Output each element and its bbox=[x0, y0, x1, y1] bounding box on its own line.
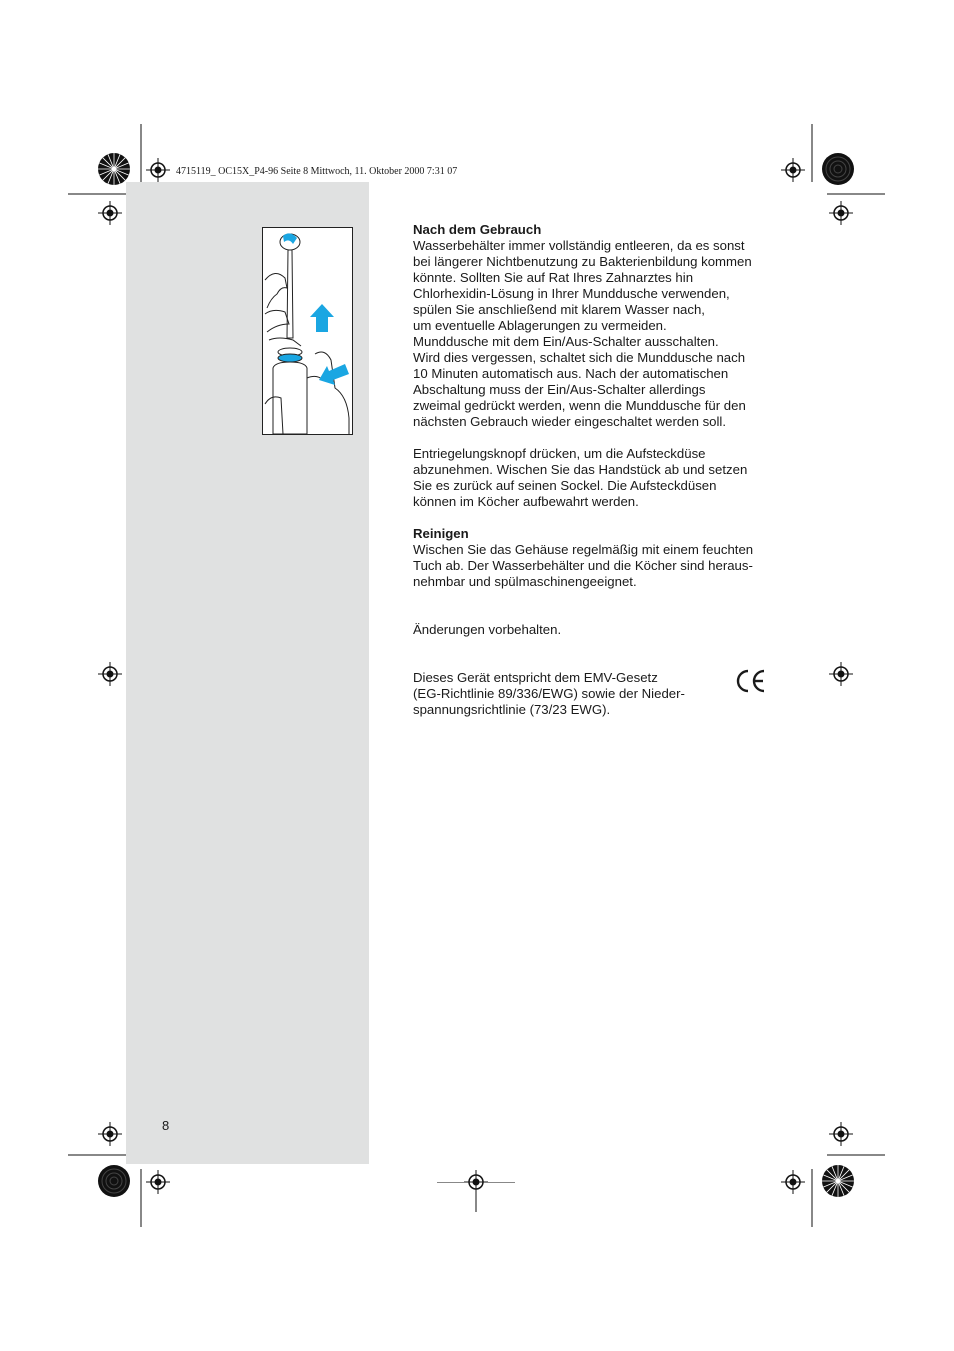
after-use-paragraph-2: Entriegelungsknopf drücken, um die Aufsteckdüse abzunehmen. Wischen Sie das Handstück ab und setzen Sie es zurück auf seinen Sockel. Die Aufsteckdüsen können im Köcher aufbewahrt werden. bbox=[413, 446, 748, 509]
crosshair-registration-mark bbox=[146, 158, 170, 182]
crosshair-registration-mark bbox=[829, 662, 853, 686]
printer-starburst-mark bbox=[97, 1164, 131, 1198]
page-number: 8 bbox=[162, 1118, 170, 1133]
crosshair-registration-mark bbox=[98, 1122, 122, 1146]
crosshair-registration-mark bbox=[98, 662, 122, 686]
print-slug: 4715119_ OC15X_P4-96 Seite 8 Mittwoch, 11. Oktober 2000 7:31 07 bbox=[176, 166, 458, 177]
changes-note: Änderungen vorbehalten. bbox=[413, 622, 562, 637]
crosshair-registration-mark bbox=[781, 1170, 805, 1194]
crosshair-registration-mark bbox=[829, 1122, 853, 1146]
crosshair-registration-mark bbox=[98, 201, 122, 225]
crosshair-lines bbox=[437, 1182, 515, 1212]
heading-cleaning: Reinigen bbox=[413, 526, 469, 541]
after-use-paragraph-1: Wasserbehälter immer vollständig entleeren, da es sonst bei längerer Nichtbenutzung zu Bakterienbildung kommen könnte. Sollten Sie auf Rat Ihres Zahnarztes hin Chlorhexidin-Lösung in Ihrer Munddusche verwenden, spülen Sie anschließend mit klarem Wasser nach, um eventuelle Ablagerungen zu vermeiden. Munddusche mit dem Ein/Aus-Schalter ausschalten. Wird dies vergessen, schaltet sich die Munddusche nach 10 Minuten automatisch aus. Nach der automatischen Abschaltung muss der Ein/Aus-Schalter allerdings zweimal gedrückt werden, wenn die Munddusche für den nächsten Gebrauch wieder eingeschaltet werden soll. bbox=[413, 238, 752, 429]
cleaning-paragraph: Wischen Sie das Gehäuse regelmäßig mit einem feuchten Tuch ab. Der Wasserbehälter und die Köcher sind heraus- nehmbar und spülmaschinengeeignet. bbox=[413, 542, 754, 589]
printer-starburst-mark bbox=[97, 152, 131, 186]
crosshair-registration-mark bbox=[829, 201, 853, 225]
crosshair-registration-mark bbox=[146, 1170, 170, 1194]
printer-starburst-mark bbox=[821, 152, 855, 186]
crosshair-registration-mark bbox=[781, 158, 805, 182]
heading-after-use: Nach dem Gebrauch bbox=[413, 222, 542, 237]
compliance-text: Dieses Gerät entspricht dem EMV-Gesetz (EG-Richtlinie 89/336/EWG) sowie der Nieder- spannungsrichtlinie (73/23 EWG). bbox=[413, 670, 685, 717]
printer-starburst-mark bbox=[821, 1164, 855, 1198]
